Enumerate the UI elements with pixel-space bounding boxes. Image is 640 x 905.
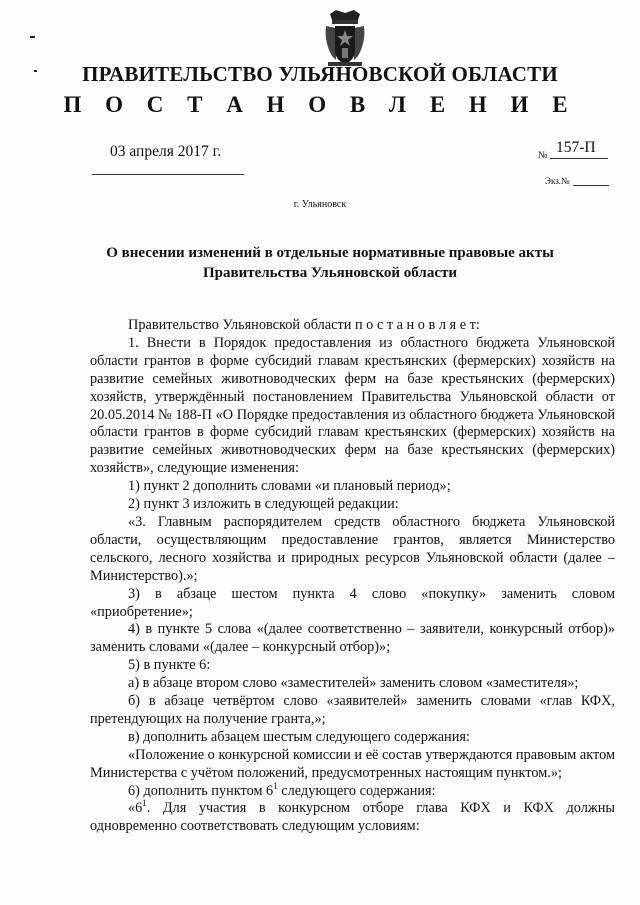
body-paragraph: «3. Главным распорядителем средств областного бюджета Ульяновской области, осуществляющим предоставление грантов, является Министерство сельского, лесного хозяйства и природных ресурсов Ульяновской области (далее – Министерство).»; [90,513,615,584]
document-date: 03 апреля 2017 г. [110,143,222,160]
number-sign: № [538,150,548,161]
city-name: г. Ульяновск [293,199,347,210]
body-paragraph: 3) в абзаце шестом пункта 4 слово «покупку» заменить словом «приобретение»; [90,585,615,620]
body-paragraph: в) дополнить абзацем шестым следующего содержания: [128,728,470,745]
text-segment: следующего содержания: [277,782,436,799]
government-title: ПРАВИТЕЛЬСТВО УЛЬЯНОВСКОЙ ОБЛАСТИ [82,62,558,86]
document-number: 157-П [556,139,596,156]
text-segment: . Для участия в конкурсном отборе глава КФХ и КФХ должны одновременно соответствовать следующим условиям: [90,800,615,835]
subject-line: Правительства Ульяновской области [202,265,458,281]
copy-number-label: Экз.№ [545,176,570,186]
body-paragraph: а) в абзаце втором слово «заместителей» заменить словом «заместителя»; [128,675,579,692]
date-underline [92,174,244,175]
superscript: 1 [273,780,278,791]
coat-of-arms-emblem [322,8,368,70]
document-subject [80,243,580,283]
body-paragraph: 1. Внести в Порядок предоставления из областного бюджета Ульяновской области грантов в форме субсидий главам крестьянских (фермерских) хозяйств на развитие семейных животноводческих ферм на базе крестьянских (фермерских) хозяйств, утверждённый постановлением Правительства Ульяновской области от 20.05.2014 № 188-П «О Порядке предоставления из областного бюджета Ульяновской области грантов в форме субсидий главам крестьянских (фермерских) хозяйств на развитие семейных животноводческих ферм на базе крестьянских (фермерских) хозяйств», следующие изменения: [90,334,615,477]
text-segment: «6 [128,800,143,817]
subject-line: О внесении изменений в отдельные нормативные правовые акты [106,245,554,261]
text-segment: 6) дополнить пунктом 6 [128,782,274,799]
document-type-title: П О С Т А Н О В Л Е Н И Е [63,92,577,117]
body-paragraph: 2) пункт 3 изложить в следующей редакции: [128,496,399,513]
body-paragraph: Правительство Ульяновской области п о с т а н о в л я е т: [128,317,480,333]
superscript: 1 [142,798,147,809]
body-paragraph: б) в абзаце четвёртом слово «заявителей» заменить словами «глав КФХ, претендующих на получение гранта,»; [90,693,615,727]
body-paragraph: 4) в пункте 5 слова «(далее соответственно – заявители, конкурсный отбор)» заменить словами «(далее – конкурсный отбор)»; [90,621,615,656]
body-paragraph [90,800,615,836]
body-paragraph: 5) в пункте 6: [128,657,211,674]
document-body [90,317,615,836]
body-paragraph: «Положение о конкурсной комиссии и её состав утверждаются правовым актом Министерства с учётом положений, предусмотренных настоящим пунктом.»; [90,746,615,781]
copy-number-line [573,185,609,186]
number-underline [550,158,608,159]
body-paragraph: 1) пункт 2 дополнить словами «и плановый период»; [128,478,451,495]
body-paragraph [90,780,615,801]
margin-mark [30,36,35,38]
